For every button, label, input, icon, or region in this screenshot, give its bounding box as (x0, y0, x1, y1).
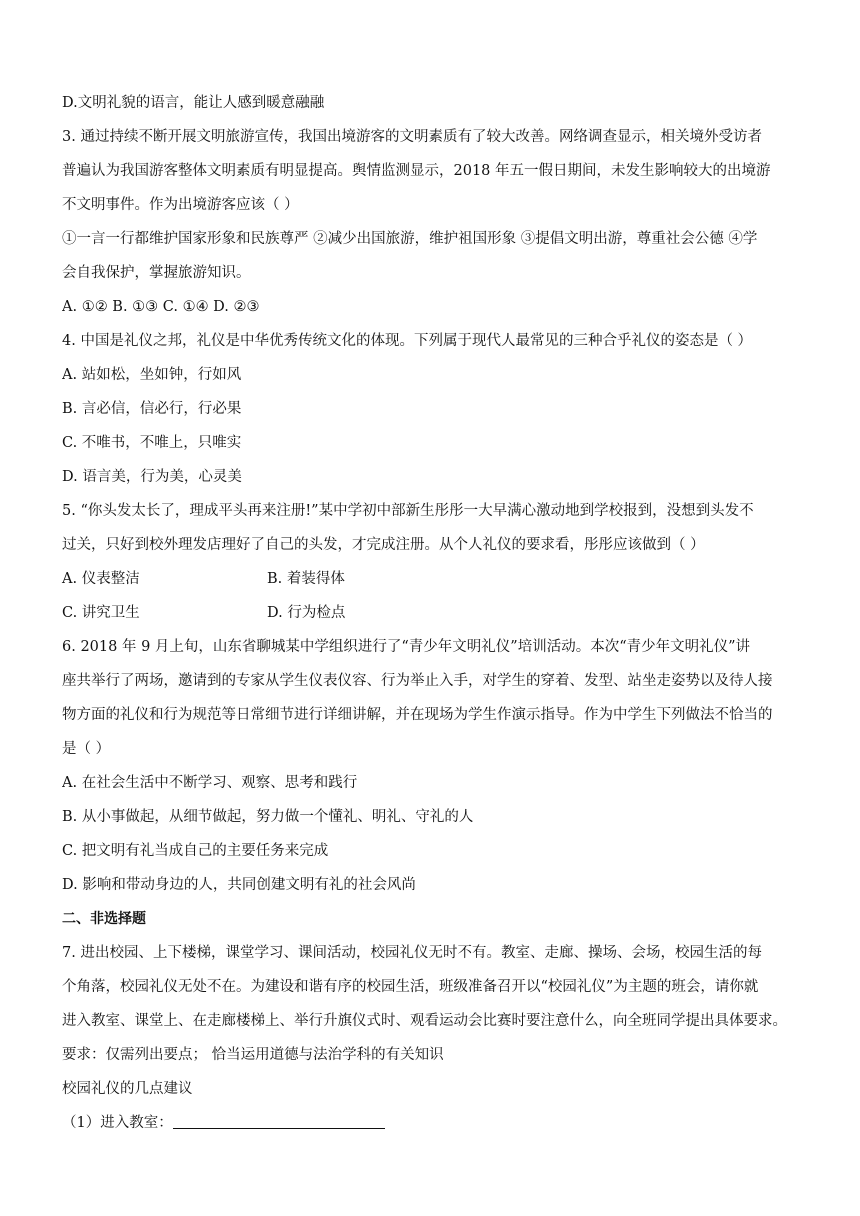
q3-items-line-1: ①一言一行都维护国家形象和民族尊严 ②减少出国旅游，维护祖国形象 ③提倡文明出游，尊重社会公德 ④学 (62, 231, 758, 247)
question-5 (62, 494, 810, 630)
q5-options-row-2 (62, 596, 810, 630)
q3-items-line-2: 会自我保护，掌握旅游知识。 (62, 265, 251, 281)
q3-stem-line-3: 不文明事件。作为出境游客应该（ ） (62, 197, 299, 213)
q6-option-a: A. 在社会生活中不断学习、观察、思考和践行 (62, 775, 358, 791)
q5-stem-line-2: 过关，只好到校外理发店理好了自己的头发，才完成注册。从个人礼仪的要求看，彤彤应该做到（ ） (62, 537, 705, 553)
q7-stem-line-1: 7. 进出校园、上下楼梯，课堂学习、课间活动，校园礼仪无时不有。教室、走廊、操场、会场，校园生活的每 (62, 945, 762, 961)
q7-requirement: 要求：仅需列出要点； 恰当运用道德与法治学科的有关知识 (62, 1047, 444, 1063)
q5-option-b: B. 着装得体 (267, 571, 345, 587)
q5-option-c: C. 讲究卫生 (62, 605, 140, 621)
question-6 (62, 630, 810, 902)
q3-options: A. ①② B. ①③ C. ①④ D. ②③ (62, 299, 260, 315)
question-3 (62, 120, 810, 324)
q7-item-1 (62, 1106, 810, 1140)
q7-stem-line-3: 进入教室、课堂上、在走廊楼梯上、举行升旗仪式时、观看运动会比赛时要注意什么，向全班同学提出具体要求。 (62, 1013, 787, 1029)
q3-stem-line-1: 3. 通过持续不断开展文明旅游宣传，我国出境游客的文明素质有了较大改善。网络调查显示，相关境外受访者 (62, 129, 762, 145)
q6-stem-line-2: 座共举行了两场，邀请到的专家从学生仪表仪容、行为举止入手，对学生的穿着、发型、站坐走姿势以及待人接 (62, 673, 773, 689)
q5-stem-line-1: 5. “你头发太长了，理成平头再来注册!”某中学初中部新生彤彤一大早满心激动地到学校报到，没想到头发不 (62, 503, 754, 519)
q6-option-b: B. 从小事做起，从细节做起，努力做一个懂礼、明礼、守礼的人 (62, 809, 474, 825)
q6-stem-line-4: 是（ ） (62, 741, 111, 757)
q6-option-c: C. 把文明有礼当成自己的主要任务来完成 (62, 843, 329, 859)
q4-option-d: D. 语言美，行为美，心灵美 (62, 469, 242, 485)
q5-options-row-1 (62, 562, 810, 596)
q6-stem-line-1: 6. 2018 年 9 月上旬，山东省聊城某中学组织进行了“青少年文明礼仪”培训活动。本次“青少年文明礼仪”讲 (62, 639, 751, 655)
answer-blank[interactable] (173, 1110, 385, 1129)
q7-subtitle: 校园礼仪的几点建议 (62, 1081, 193, 1097)
question-7 (62, 936, 810, 1140)
q5-option-d: D. 行为检点 (267, 605, 346, 621)
q4-option-a: A. 站如松，坐如钟，行如风 (62, 367, 242, 383)
question-4 (62, 324, 810, 494)
exam-page (62, 86, 810, 1140)
section-heading-non-choice: 二、非选择题 (62, 911, 146, 927)
q4-option-c: C. 不唯书，不唯上，只唯实 (62, 435, 242, 451)
q5-option-a: A. 仪表整洁 (62, 571, 140, 587)
q6-stem-line-3: 物方面的礼仪和行为规范等日常细节进行详细讲解，并在现场为学生作演示指导。作为中学生下列做法不恰当的 (62, 707, 773, 723)
q4-option-b: B. 言必信，信必行，行必果 (62, 401, 242, 417)
q2-option-d: D.文明礼貌的语言，能让人感到暖意融融 (62, 95, 325, 111)
q6-option-d: D. 影响和带动身边的人，共同创建文明有礼的社会风尚 (62, 877, 416, 893)
q7-item-1-label: （1）进入教室： (62, 1115, 173, 1131)
q7-stem-line-2: 个角落，校园礼仪无处不在。为建设和谐有序的校园生活，班级准备召开以“校园礼仪”为主题的班会，请你就 (62, 979, 759, 995)
q3-stem-line-2: 普遍认为我国游客整体文明素质有明显提高。舆情监测显示，2018 年五一假日期间，未发生影响较大的出境游 (62, 163, 771, 179)
q4-stem: 4. 中国是礼仪之邦，礼仪是中华优秀传统文化的体现。下列属于现代人最常见的三种合乎礼仪的姿态是（ ） (62, 333, 753, 349)
